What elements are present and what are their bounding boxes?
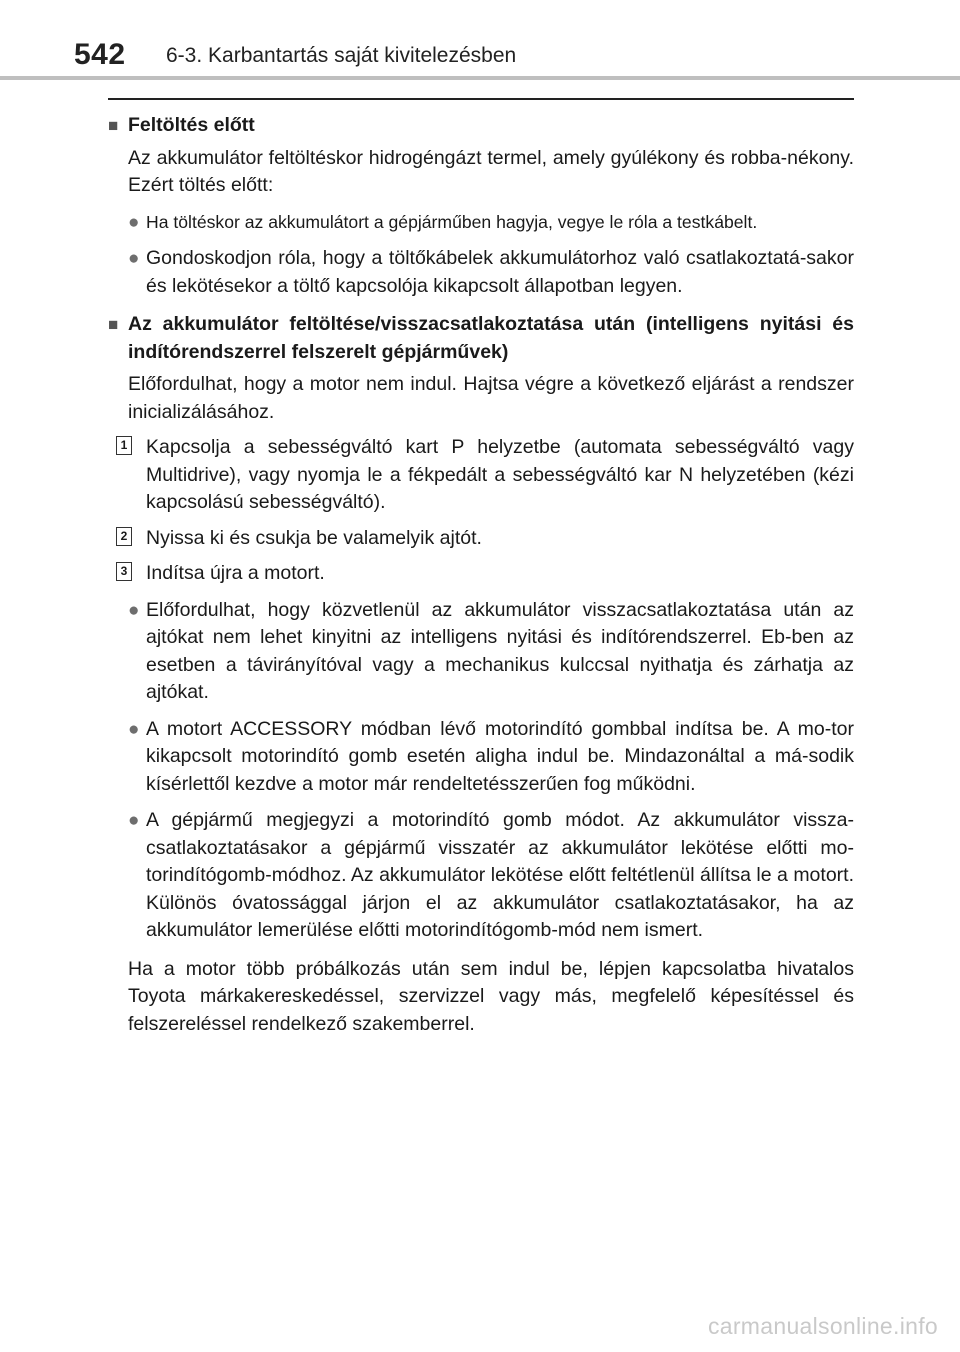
list-item: ● Gondoskodjon róla, hogy a töltőkábelek akkumulátorhoz való csatlakoztatá-sakor és lekötésekor a töltő kapcsolója kikapcsolt állapotban legyen. [128,245,854,300]
square-bullet-icon: ■ [108,315,119,334]
section-heading [108,112,854,140]
step-text: Nyissa ki és csukja be valamelyik ajtót. [146,526,482,549]
step-text: Kapcsolja a sebességváltó kart P helyzetbe (automata sebességváltó vagy Multidrive), vagy nyomja le a fékpedált a sebességváltó kar N helyzetében (kézi kapcsolású sebességváltó). [146,436,854,513]
watermark: carmanualsonline.info [707,1313,938,1339]
header-divider [0,76,960,80]
circle-bullet-icon: ● [128,599,140,621]
section-heading [108,311,854,366]
section-intro: Az akkumulátor feltöltéskor hidrogéngázt termel, amely gyúlékony és robba-nékony. Ezért töltés előtt: [128,146,854,196]
step-item [108,560,854,588]
step-item [108,434,854,517]
step-number-box: 1 [108,434,146,517]
step-text: Indítsa újra a motort. [146,562,325,584]
content-divider [108,98,854,100]
page-number: 542 [74,38,126,71]
circle-bullet-icon: ● [128,248,140,269]
square-bullet-icon: ■ [108,116,119,135]
list-item: ● Előfordulhat, hogy közvetlenül az akkumulátor visszacsatlakoztatása után az ajtókat nem lehet kinyitni az intelligens nyitási és indítórendszerrel. Eb-ben az esetben a távirányítóval vagy a mechanikus kulccsal nyithatja és zárhatja az ajtókat. [128,597,854,707]
list-item: ● A motort ACCESSORY módban lévő motorindító gombbal indítsa be. A mo-tor kikapcsolt motorindító gomb esetén aligha indul be. Mindazonáltal a má-sodik kísérlettől kezdve a motor már rendeltetésszerűen fog működni. [128,716,854,799]
section-title: Feltöltés előtt [128,114,255,136]
step-number-box: 2 [108,525,146,553]
closing-paragraph: Ha a motor több próbálkozás után sem indul be, lépjen kapcsolatba hivatalos Toyota márkakereskedéssel, szervizzel vagy más, megfelelő képesítéssel és felszereléssel rendelkező szakemberrel. [128,957,854,1035]
chapter-title: 6-3. Karbantartás saját kivitelezésben [166,44,517,67]
list-item: ● Ha töltéskor az akkumulátort a gépjárműben hagyja, vegye le róla a testkábelt. [128,209,854,237]
circle-bullet-icon: ● [128,718,140,740]
circle-bullet-icon: ● [128,810,140,831]
section-intro: Előfordulhat, hogy a motor nem indul. Hajtsa végre a következő eljárást a rendszer inicializálásához. [128,373,854,423]
list-item: ● A gépjármű megjegyzi a motorindító gomb módot. Az akkumulátor vissza-csatlakoztatásakor a gépjármű visszatér az akkumulátor lekötése előtti mo-torindítógomb-módhoz. Az akkumulátor lekötése előtt feltétlenül állítsa le a motort. Különös óvatossággal járjon el az akkumulátor csatlakoztatásakor, ha az akkumulátor lemerülése előtti motorindítógomb-mód nem ismert. [128,807,854,945]
section-title: Az akkumulátor feltöltése/visszacsatlakoztatása után (intelligens nyitási és indítórendszerrel felszerelt gépjárművek) [128,313,854,363]
step-item [108,525,854,553]
circle-bullet-icon: ● [128,211,140,233]
step-number-box: 3 [108,560,146,588]
page-header [0,0,960,78]
main-content [108,112,854,1038]
